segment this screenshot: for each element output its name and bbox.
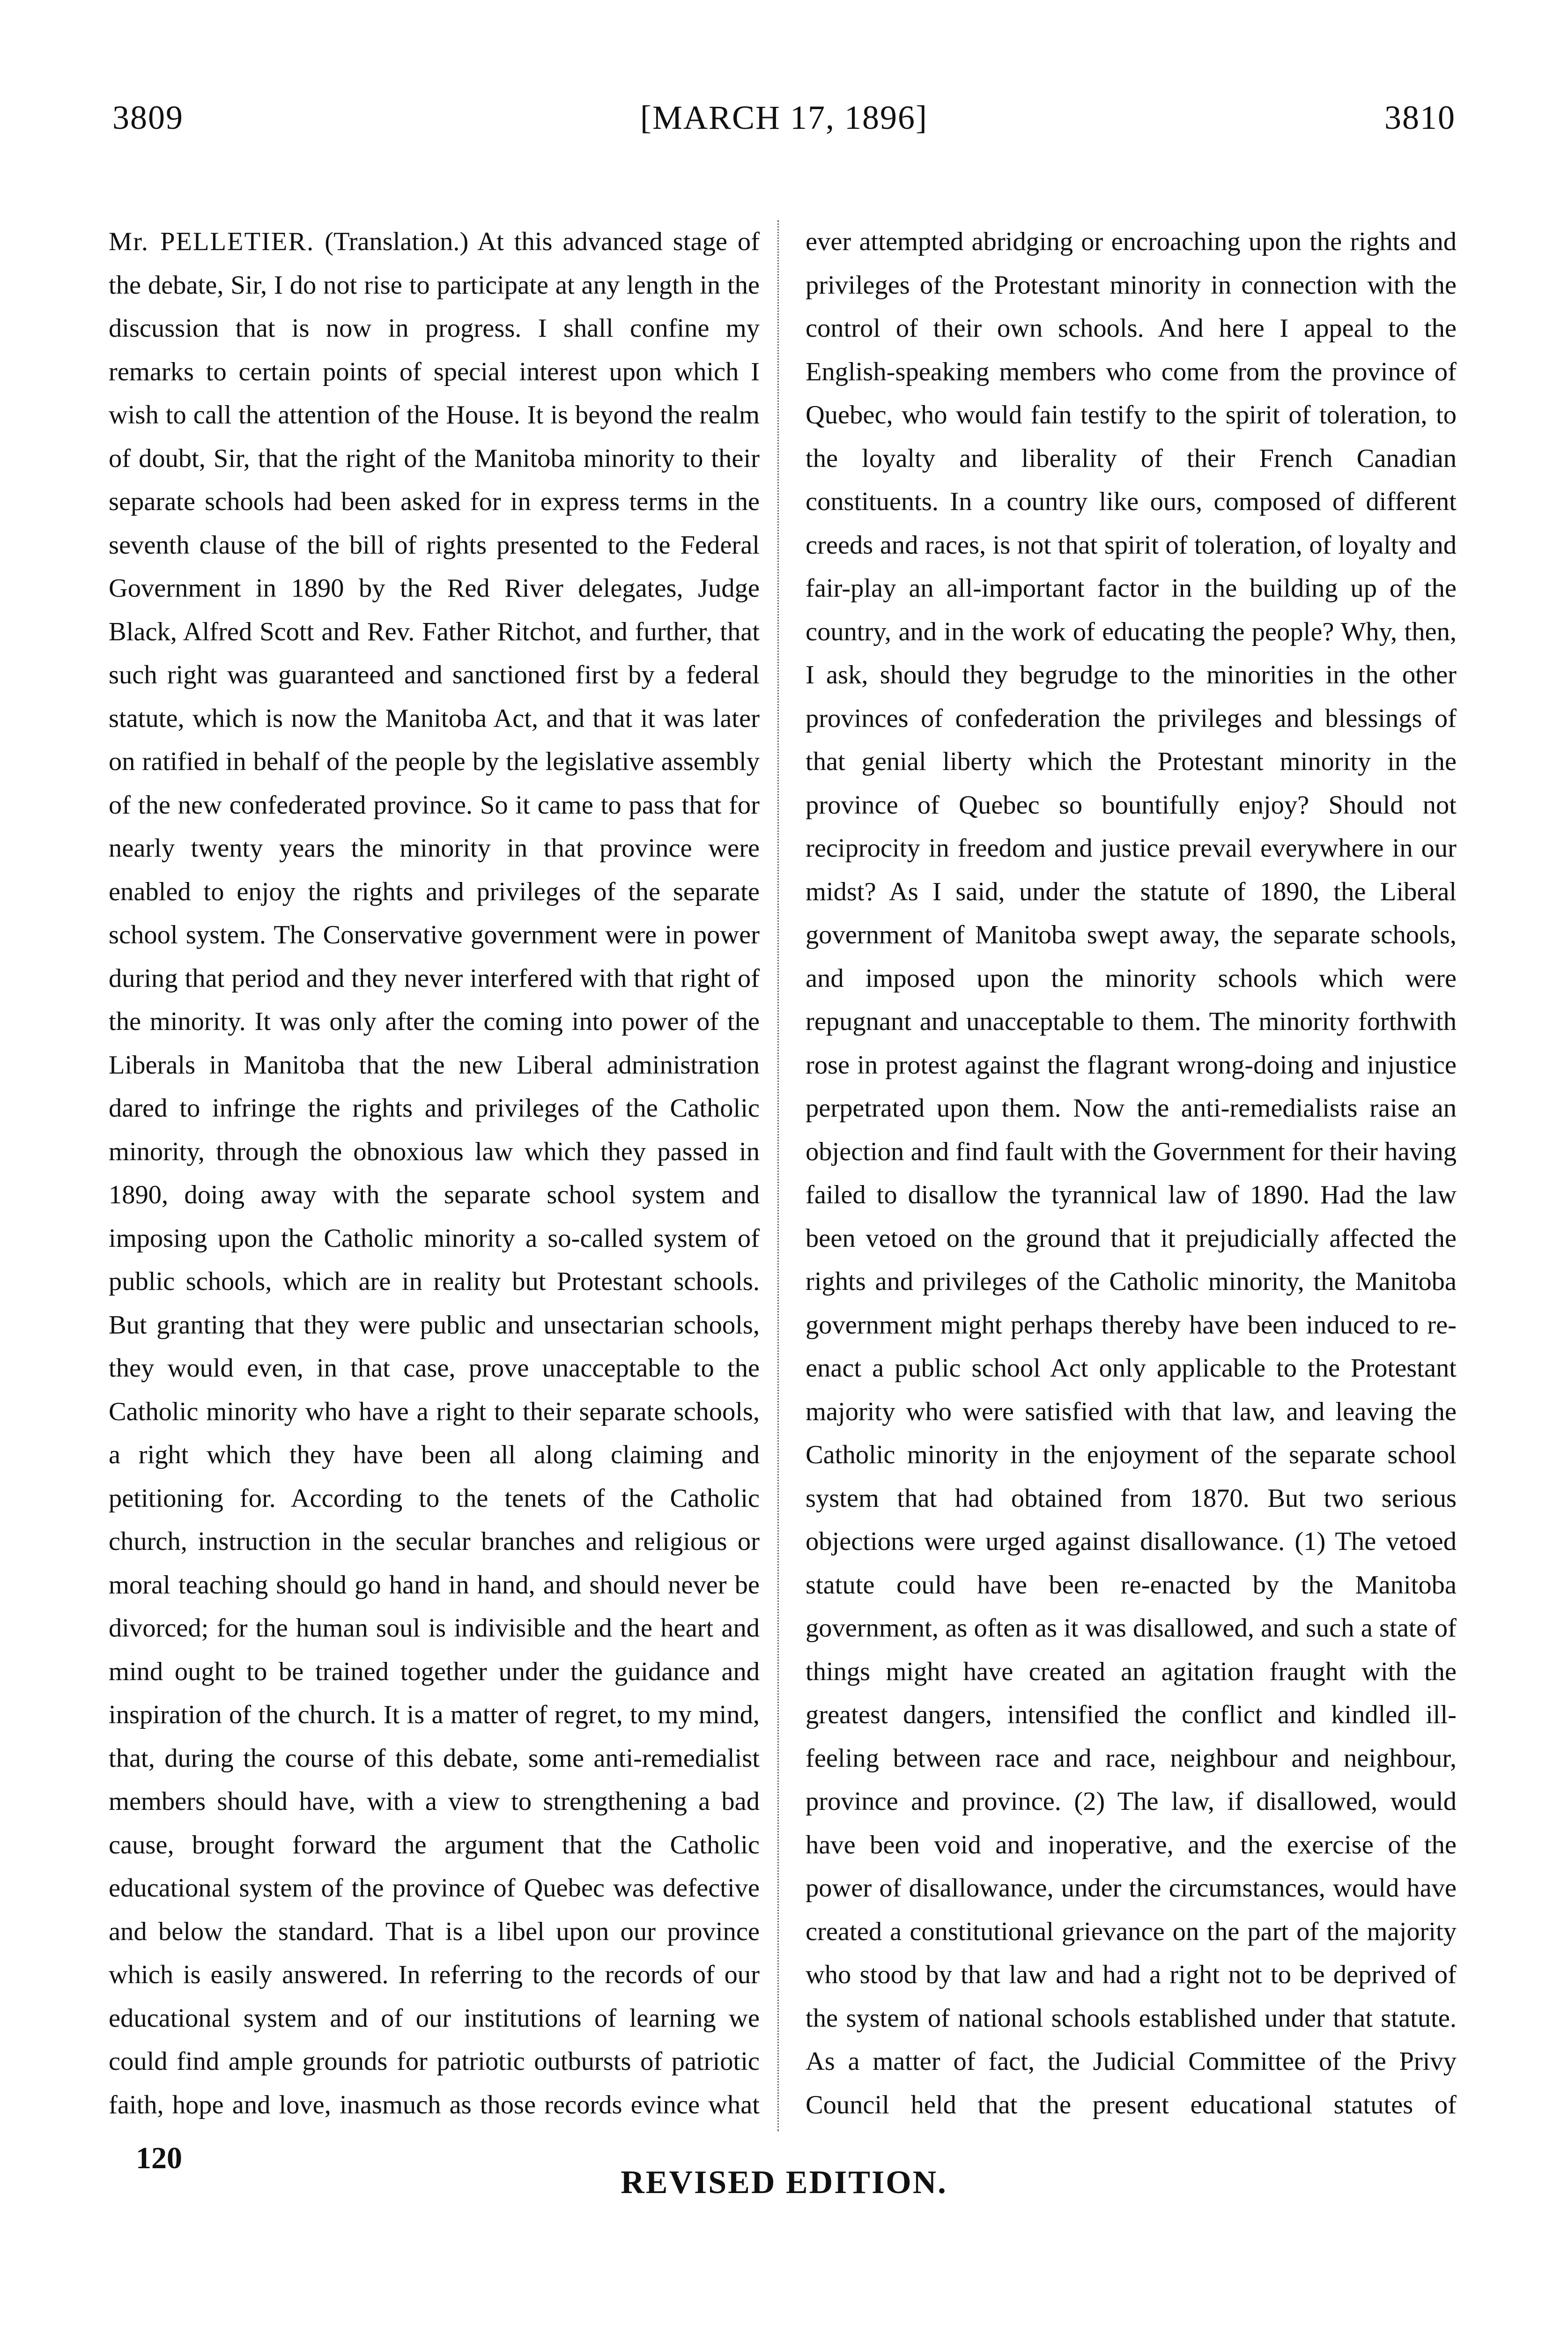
left-column bbox=[109, 220, 760, 2131]
right-column-paragraph bbox=[806, 220, 1457, 2131]
page-header bbox=[112, 98, 1456, 150]
header-date: [MARCH 17, 1896] bbox=[640, 99, 928, 136]
right-column-number: 3810 bbox=[1384, 99, 1456, 136]
column-divider bbox=[777, 220, 779, 2131]
edition-footer: REVISED EDITION. bbox=[621, 2164, 947, 2201]
left-column-paragraph bbox=[109, 220, 760, 2131]
speaker-name: Mr. PELLETIER. bbox=[109, 227, 315, 256]
translation-note: (Translation.) bbox=[325, 227, 469, 256]
right-column bbox=[806, 220, 1457, 2131]
right-column-text: ever attempted abridging or encroaching upon the rights and privileges of the Protestant minority in connection with the control of their own schools. And here I appeal to the English-speaking members who come from the province of Quebec, who would fain testify to the spirit of toleration, to the loyalty and liberality of their French Canadian constituents. In a country like ours, composed of different creeds and races, is not that spirit of toleration, of loyalty and fair-play an all-important factor in the building up of the country, and in the work of educating the people? Why, then, I ask, should they begrudge to the minorities in the other provinces of confederation the privileges and blessings of that genial liberty which the Protestant minority in the province of Quebec so bountifully enjoy? Should not reciprocity in freedom and justice prevail everywhere in our midst? As I said, under the statute of 1890, the Liberal government of Manitoba swept away, the separate schools, and imposed upon the minority schools which were repugnant and unacceptable to them. The minority forthwith rose in protest against the flagrant wrong-doing and injustice perpetrated upon them. Now the anti-remedialists raise an objection and find fault with the Government for their having failed to disallow the tyrannical law of 1890. Had the law been vetoed on the ground that it prejudicially affected the rights and privileges of the Catholic minority, the Manitoba government might perhaps thereby have been induced to re-enact a public school Act only applicable to the Protestant majority who were satisfied with that law, and leaving the Catholic minority in the enjoyment of the separate school system that had obtained from 1870. But two serious objections were urged against disallowance. (1) The vetoed statute could have been re-enacted by the Manitoba government, as often as it was disallowed, and such a state of things might have created an agitation fraught with the greatest dangers, intensified the conflict and kindled ill-feeling between race and race, neighbour and neighbour, province and province. (2) The law, if disallowed, would have been void and inoperative, and the exercise of the power of disallowance, under the circumstances, would have created a constitutional grievance on the part of the majority who stood by that law and had a right not to be deprived of the system of national schools established under that statute. As a matter of fact, the Judicial Committee of the Privy Council held that the present educational statutes of bbox=[806, 227, 1457, 2120]
left-column-number: 3809 bbox=[112, 99, 184, 136]
page-number: 120 bbox=[136, 2141, 182, 2175]
left-column-text: At this advanced stage of the debate, Sir, I do not rise to participate at any length in the discussion that is now in progress. I shall confine my remarks to certain points of special interest upon which I wish to call the attention of the House. It is beyond the realm of doubt, Sir, that the right of the Manitoba minority to their separate schools had been asked for in express terms in the seventh clause of the bill of rights presented to the Federal Government in 1890 by the Red River delegates, Judge Black, Alfred Scott and Rev. Father Ritchot, and further, that such right was guaranteed and sanctioned first by a federal statute, which is now the Manitoba Act, and that it was later on ratified in behalf of the people by the legislative assembly of the new confederated province. So it came to pass that for nearly twenty years the minority in that province were enabled to enjoy the rights and privileges of the separate school system. The Conservative government were in power during that period and they never interfered with that right of the minority. It was only after the coming into power of the Liberals in Manitoba that the new Liberal administration dared to infringe the rights and privileges of the Catholic minority, through the obnoxious law which they passed in 1890, doing away with the separate school system and imposing upon the Catholic minority a so-called system of public schools, which are in reality but Protestant schools. But granting that they were public and unsectarian schools, they would even, in that case, prove unacceptable to the Catholic minority who have a right to their separate schools, a right which they have been all along claiming and petitioning for. According to the tenets of the Catholic church, instruction in the secular branches and religious or moral teaching should go hand in hand, and should never be divorced; for the human soul is indivisible and the heart and mind ought to be trained together under the guidance and inspiration of the church. It is a matter of regret, to my mind, that, during the course of this debate, some anti-remedialist members should have, with a view to strengthening a bad cause, brought forward the argument that the Catholic educational system of the province of Quebec was defective and below the standard. That is a libel upon our province which is easily answered. In referring to the records of our educational system and of our institutions of learning we could find ample grounds for patriotic outbursts of patriotic faith, hope and love, inasmuch as those records evince what bbox=[109, 227, 760, 2120]
